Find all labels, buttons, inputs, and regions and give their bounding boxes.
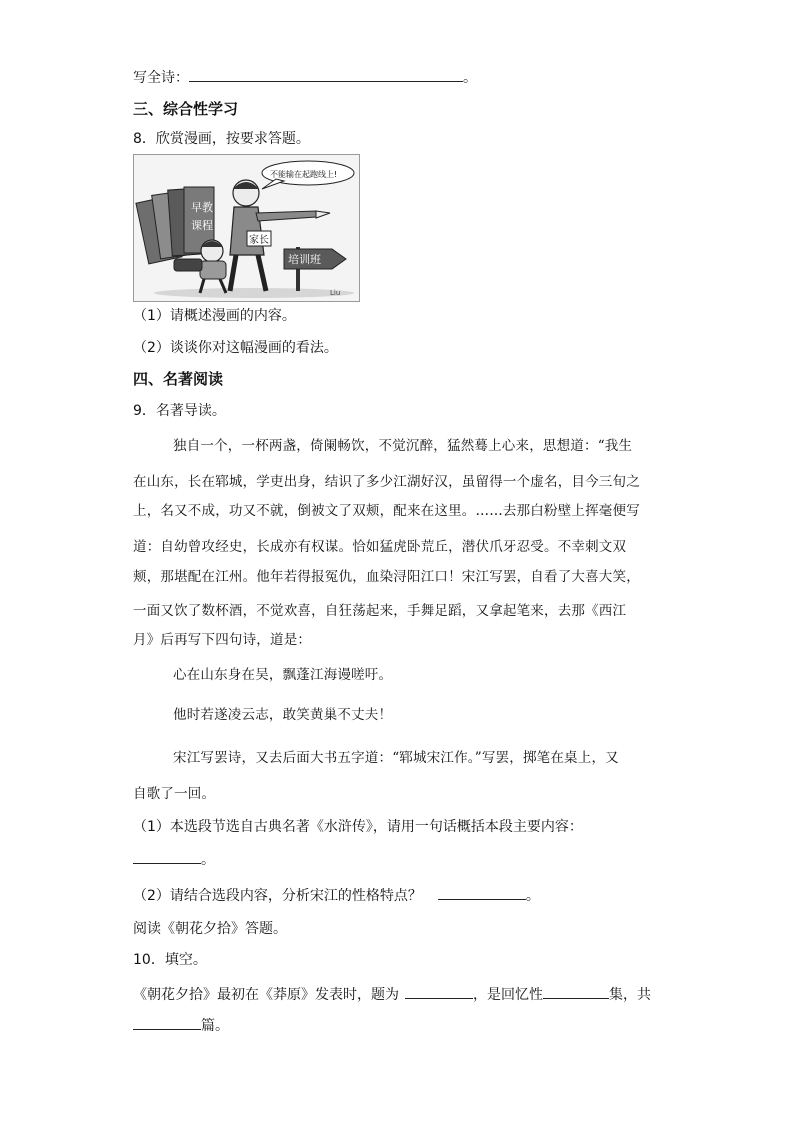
q8-title: 8．欣赏漫画，按要求答题。	[133, 131, 310, 147]
passage-line-4: 道：自幼曾攻经史，长成亦有权谋。恰如猛虎卧荒丘，潜伏爪牙忍受。不幸刺文双	[133, 539, 627, 555]
q10-blank-genre[interactable]	[543, 983, 609, 999]
parent-tag: 家长	[249, 235, 269, 246]
cartoon-image	[133, 154, 360, 302]
poem-line-1: 心在山东身在吴，飘蓬江海谩嗟吁。	[173, 667, 393, 683]
passage-line-5: 颊，那堪配在江州。他年若得报冤仇，血染浔阳江口！宋江写罢，自看了大喜大笑，	[133, 569, 640, 585]
cartoon-drawing	[134, 155, 359, 301]
sign-text: 培训班	[288, 253, 321, 266]
q10-blank-count[interactable]	[133, 1014, 201, 1030]
q9-sub2: （2）请结合选段内容，分析宋江的性格特点？	[133, 888, 422, 904]
q10-title: 10．填空。	[133, 952, 207, 968]
q10-part4: 篇。	[201, 1018, 229, 1034]
q9-sub2-end: 。	[525, 888, 540, 904]
section-4-title: 四、名著阅读	[133, 370, 224, 388]
q9-sub2-answer-blank[interactable]	[438, 884, 526, 900]
q10-blank-title[interactable]	[405, 983, 473, 999]
passage-line-7: 月》后再写下四句诗，道是：	[133, 632, 312, 648]
passage-line-6: 一面又饮了数杯酒，不觉欢喜，自狂荡起来，手舞足蹈，又拿起笔来，去那《西江	[133, 603, 627, 619]
after-line-1: 宋江写罢诗，又去后面大书五字道：“郓城宋江作。”写罢，掷笔在桌上，又	[173, 750, 619, 766]
poem-line-2: 他时若遂凌云志，敢笑黄巢不丈夫！	[173, 707, 393, 723]
section-3-title: 三、综合性学习	[133, 100, 239, 118]
passage-line-3: 上，名又不成，功又不就，倒被文了双颊，配来在这里。……去那白粉壁上挥毫便写	[133, 503, 640, 519]
passage-line-2: 在山东，长在郓城，学吏出身，结识了多少江湖好汉，虽留得一个虚名，目今三旬之	[133, 474, 640, 490]
reading-instruction: 阅读《朝花夕拾》答题。	[133, 921, 287, 937]
q7-write-line	[133, 66, 477, 88]
q9-sub1-answer-blank[interactable]	[133, 848, 201, 864]
q10-line-1	[133, 983, 651, 1005]
q7-answer-blank[interactable]	[189, 66, 463, 82]
q10-part3: 集，共	[609, 987, 651, 1003]
speech-text: 不能输在起跑线上!	[270, 170, 338, 179]
q9-sub1: （1）本选段节选自古典名著《水浒传》，请用一句话概括本段主要内容：	[133, 819, 583, 835]
q8-sub2: （2）谈谈你对这幅漫画的看法。	[133, 340, 338, 356]
parent-figure	[230, 180, 330, 291]
q10-line-2	[133, 1014, 229, 1036]
q8-sub1: （1）请概述漫画的内容。	[133, 308, 296, 324]
training-class-sign	[284, 247, 346, 291]
q9-sub2-line	[133, 884, 540, 906]
speech-bubble	[262, 161, 354, 189]
q9-title: 9．名著导读。	[133, 403, 226, 419]
q10-part1: 《朝花夕拾》最初在《莽原》发表时，题为	[133, 987, 399, 1003]
book-label-2: 课程	[191, 219, 213, 232]
q7-end: 。	[463, 70, 477, 86]
passage-line-1: 独自一个，一杯两盏，倚阑畅饮，不觉沉醉，猛然蓦上心来，思想道：“我生	[173, 438, 633, 454]
q10-part2: ，是回忆性	[473, 987, 543, 1003]
q7-label: 写全诗：	[133, 70, 189, 86]
q9-sub1-answer-line	[133, 848, 215, 870]
cartoon-signature: Liu	[330, 289, 341, 297]
after-line-2: 自歌了一回。	[133, 786, 216, 802]
q9-sub1-end: 。	[201, 852, 215, 868]
book-label-1: 早教	[191, 201, 213, 214]
